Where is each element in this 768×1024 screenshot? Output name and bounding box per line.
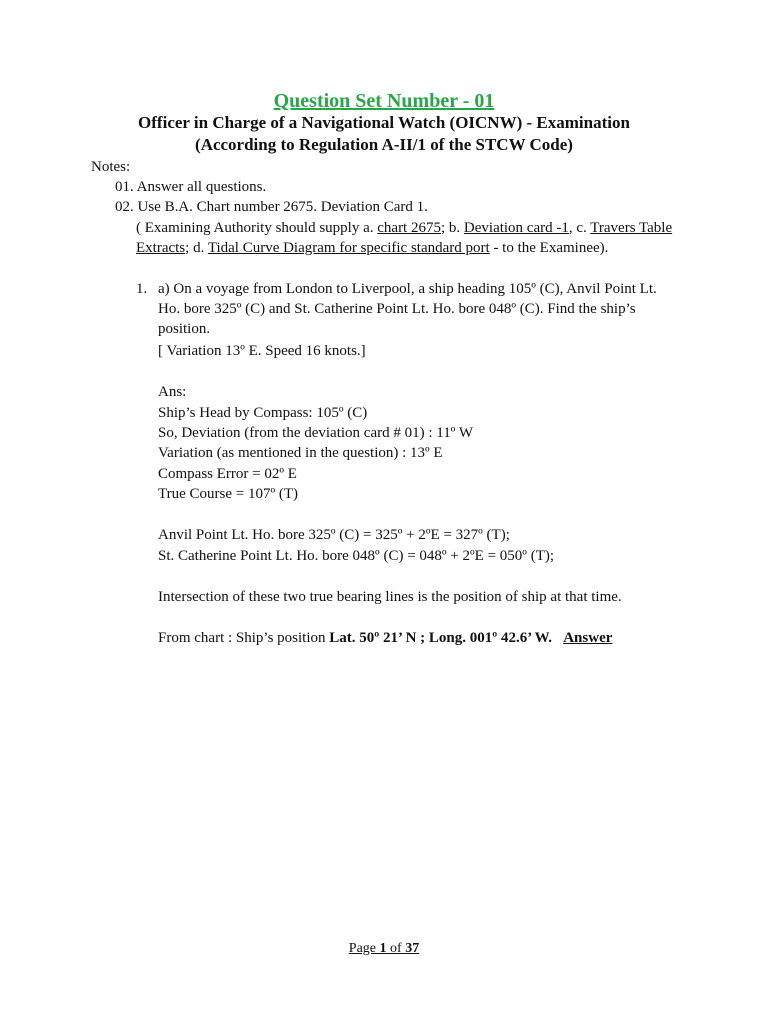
answer-line-1: Ship’s Head by Compass: 105º (C) (158, 405, 368, 421)
final-answer-line (158, 628, 612, 648)
supply-chart: chart 2675 (377, 220, 441, 236)
answer-line-4: Compass Error = 02º E (158, 466, 297, 482)
answer-label: Ans: (158, 384, 187, 400)
note-item-2: 02. Use B.A. Chart number 2675. Deviation Card 1. (115, 199, 428, 215)
of-word: of (386, 941, 406, 956)
supply-d: ; d. (185, 240, 208, 256)
answer-line-6: Anvil Point Lt. Ho. bore 325º (C) = 325º + 2ºE = 327º (T); (158, 527, 510, 543)
supply-note-line-1 (136, 218, 672, 238)
supply-prefix: ( Examining Authority should supply a. (136, 220, 378, 236)
supply-deviation-card: Deviation card -1 (463, 220, 569, 236)
question-line-1: a) On a voyage from London to Liverpool, a ship heading 105º (C), Anvil Point Lt. (158, 281, 657, 297)
question-set-title: Question Set Number - 01 (273, 90, 495, 112)
page-number: 1 (379, 941, 387, 956)
exam-title: Officer in Charge of a Navigational Watch (OICNW) - Examination (138, 113, 630, 132)
supply-b: ; b. (440, 220, 464, 236)
page-total: 37 (405, 941, 420, 956)
supply-end: - to the Examinee). (489, 240, 609, 256)
question-line-2: Ho. bore 325º (C) and St. Catherine Point Lt. Ho. bore 048º (C). Find the ship’s (158, 301, 636, 317)
supply-travers-1: Travers Table (590, 220, 673, 236)
question-line-4: [ Variation 13º E. Speed 16 knots.] (158, 343, 366, 359)
answer-line-2: So, Deviation (from the deviation card # 01) : 11º W (158, 425, 473, 441)
answer-line-7: St. Catherine Point Lt. Ho. bore 048º (C) = 048º + 2ºE = 050º (T); (158, 548, 555, 564)
answer-line-3: Variation (as mentioned in the question) : 13º E (158, 445, 443, 461)
answer-line-5: True Course = 107º (T) (158, 486, 299, 502)
final-position: Lat. 50º 21’ N ; Long. 001º 42.6’ W. (329, 630, 552, 646)
note-item-1: 01. Answer all questions. (115, 179, 267, 195)
supply-note-line-2 (136, 238, 608, 258)
final-prefix: From chart : Ship’s position (158, 630, 330, 646)
regulation-subtitle: (According to Regulation A-II/1 of the STCW Code) (195, 135, 573, 154)
answer-line-8: Intersection of these two true bearing lines is the position of ship at that time. (158, 589, 622, 605)
supply-tidal: Tidal Curve Diagram for specific standard port (207, 240, 490, 256)
supply-c: , c. (568, 220, 591, 236)
notes-label: Notes: (91, 159, 131, 175)
answer-tag: Answer (563, 630, 613, 646)
page-word: Page (348, 941, 380, 956)
supply-travers-2: Extracts (136, 240, 186, 256)
page-footer (0, 941, 768, 957)
question-line-3: position. (158, 321, 211, 337)
question-number: 1. (136, 281, 148, 297)
